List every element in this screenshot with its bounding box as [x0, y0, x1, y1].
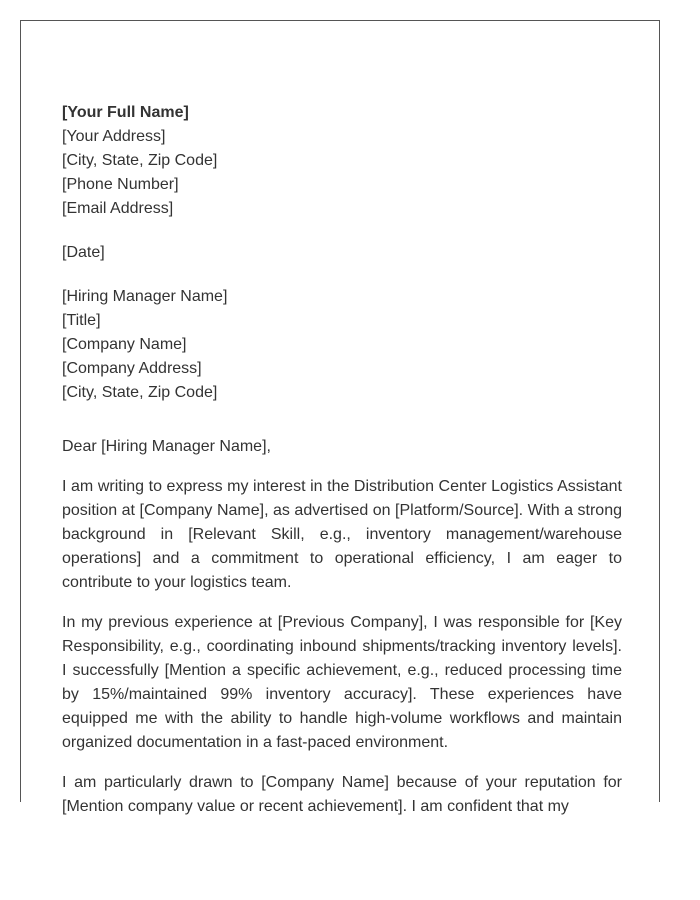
body-paragraph-1: I am writing to express my interest in the Distribution Center Logistics Assistant position at [Company Name], as advertised on [Platform/Source]. With a strong background in [Relevant Skill, e.g., inventory management/warehouse operations] and a commitment to operational efficiency, I am eager to contribute to your logistics team.: [62, 478, 622, 591]
sender-phone: [Phone Number]: [62, 176, 179, 193]
recipient-address: [Company Address]: [62, 360, 202, 377]
recipient-company: [Company Name]: [62, 336, 187, 353]
letter-body: [62, 475, 622, 819]
body-paragraph-3: I am particularly drawn to [Company Name] because of your reputation for [Mention company value or recent achievement]. I am confident that my: [62, 774, 622, 815]
recipient-title: [Title]: [62, 312, 101, 329]
sender-city-state-zip: [City, State, Zip Code]: [62, 152, 218, 169]
body-paragraph-2: In my previous experience at [Previous Company], I was responsible for [Key Responsibility, e.g., coordinating inbound shipments/tracking inventory levels]. I successfully [Mention a specific achievement, e.g., reduced processing time by 15%/maintained 99% inventory accuracy]. These experiences have equipped me with the ability to handle high-volume workflows and maintain organized documentation in a fast-paced environment.: [62, 614, 622, 751]
sender-name: [Your Full Name]: [62, 104, 189, 121]
salutation-block: [62, 435, 622, 459]
recipient-block: [62, 285, 622, 405]
sender-address: [Your Address]: [62, 128, 166, 145]
letter-page: [20, 20, 660, 815]
sender-block: [62, 101, 622, 221]
sender-email: [Email Address]: [62, 200, 174, 217]
recipient-city-state-zip: [City, State, Zip Code]: [62, 384, 218, 401]
letter-content: [62, 101, 622, 819]
letter-date: [Date]: [62, 244, 105, 261]
recipient-name: [Hiring Manager Name]: [62, 288, 228, 305]
salutation: Dear [Hiring Manager Name],: [62, 438, 271, 455]
date-block: [62, 241, 622, 265]
